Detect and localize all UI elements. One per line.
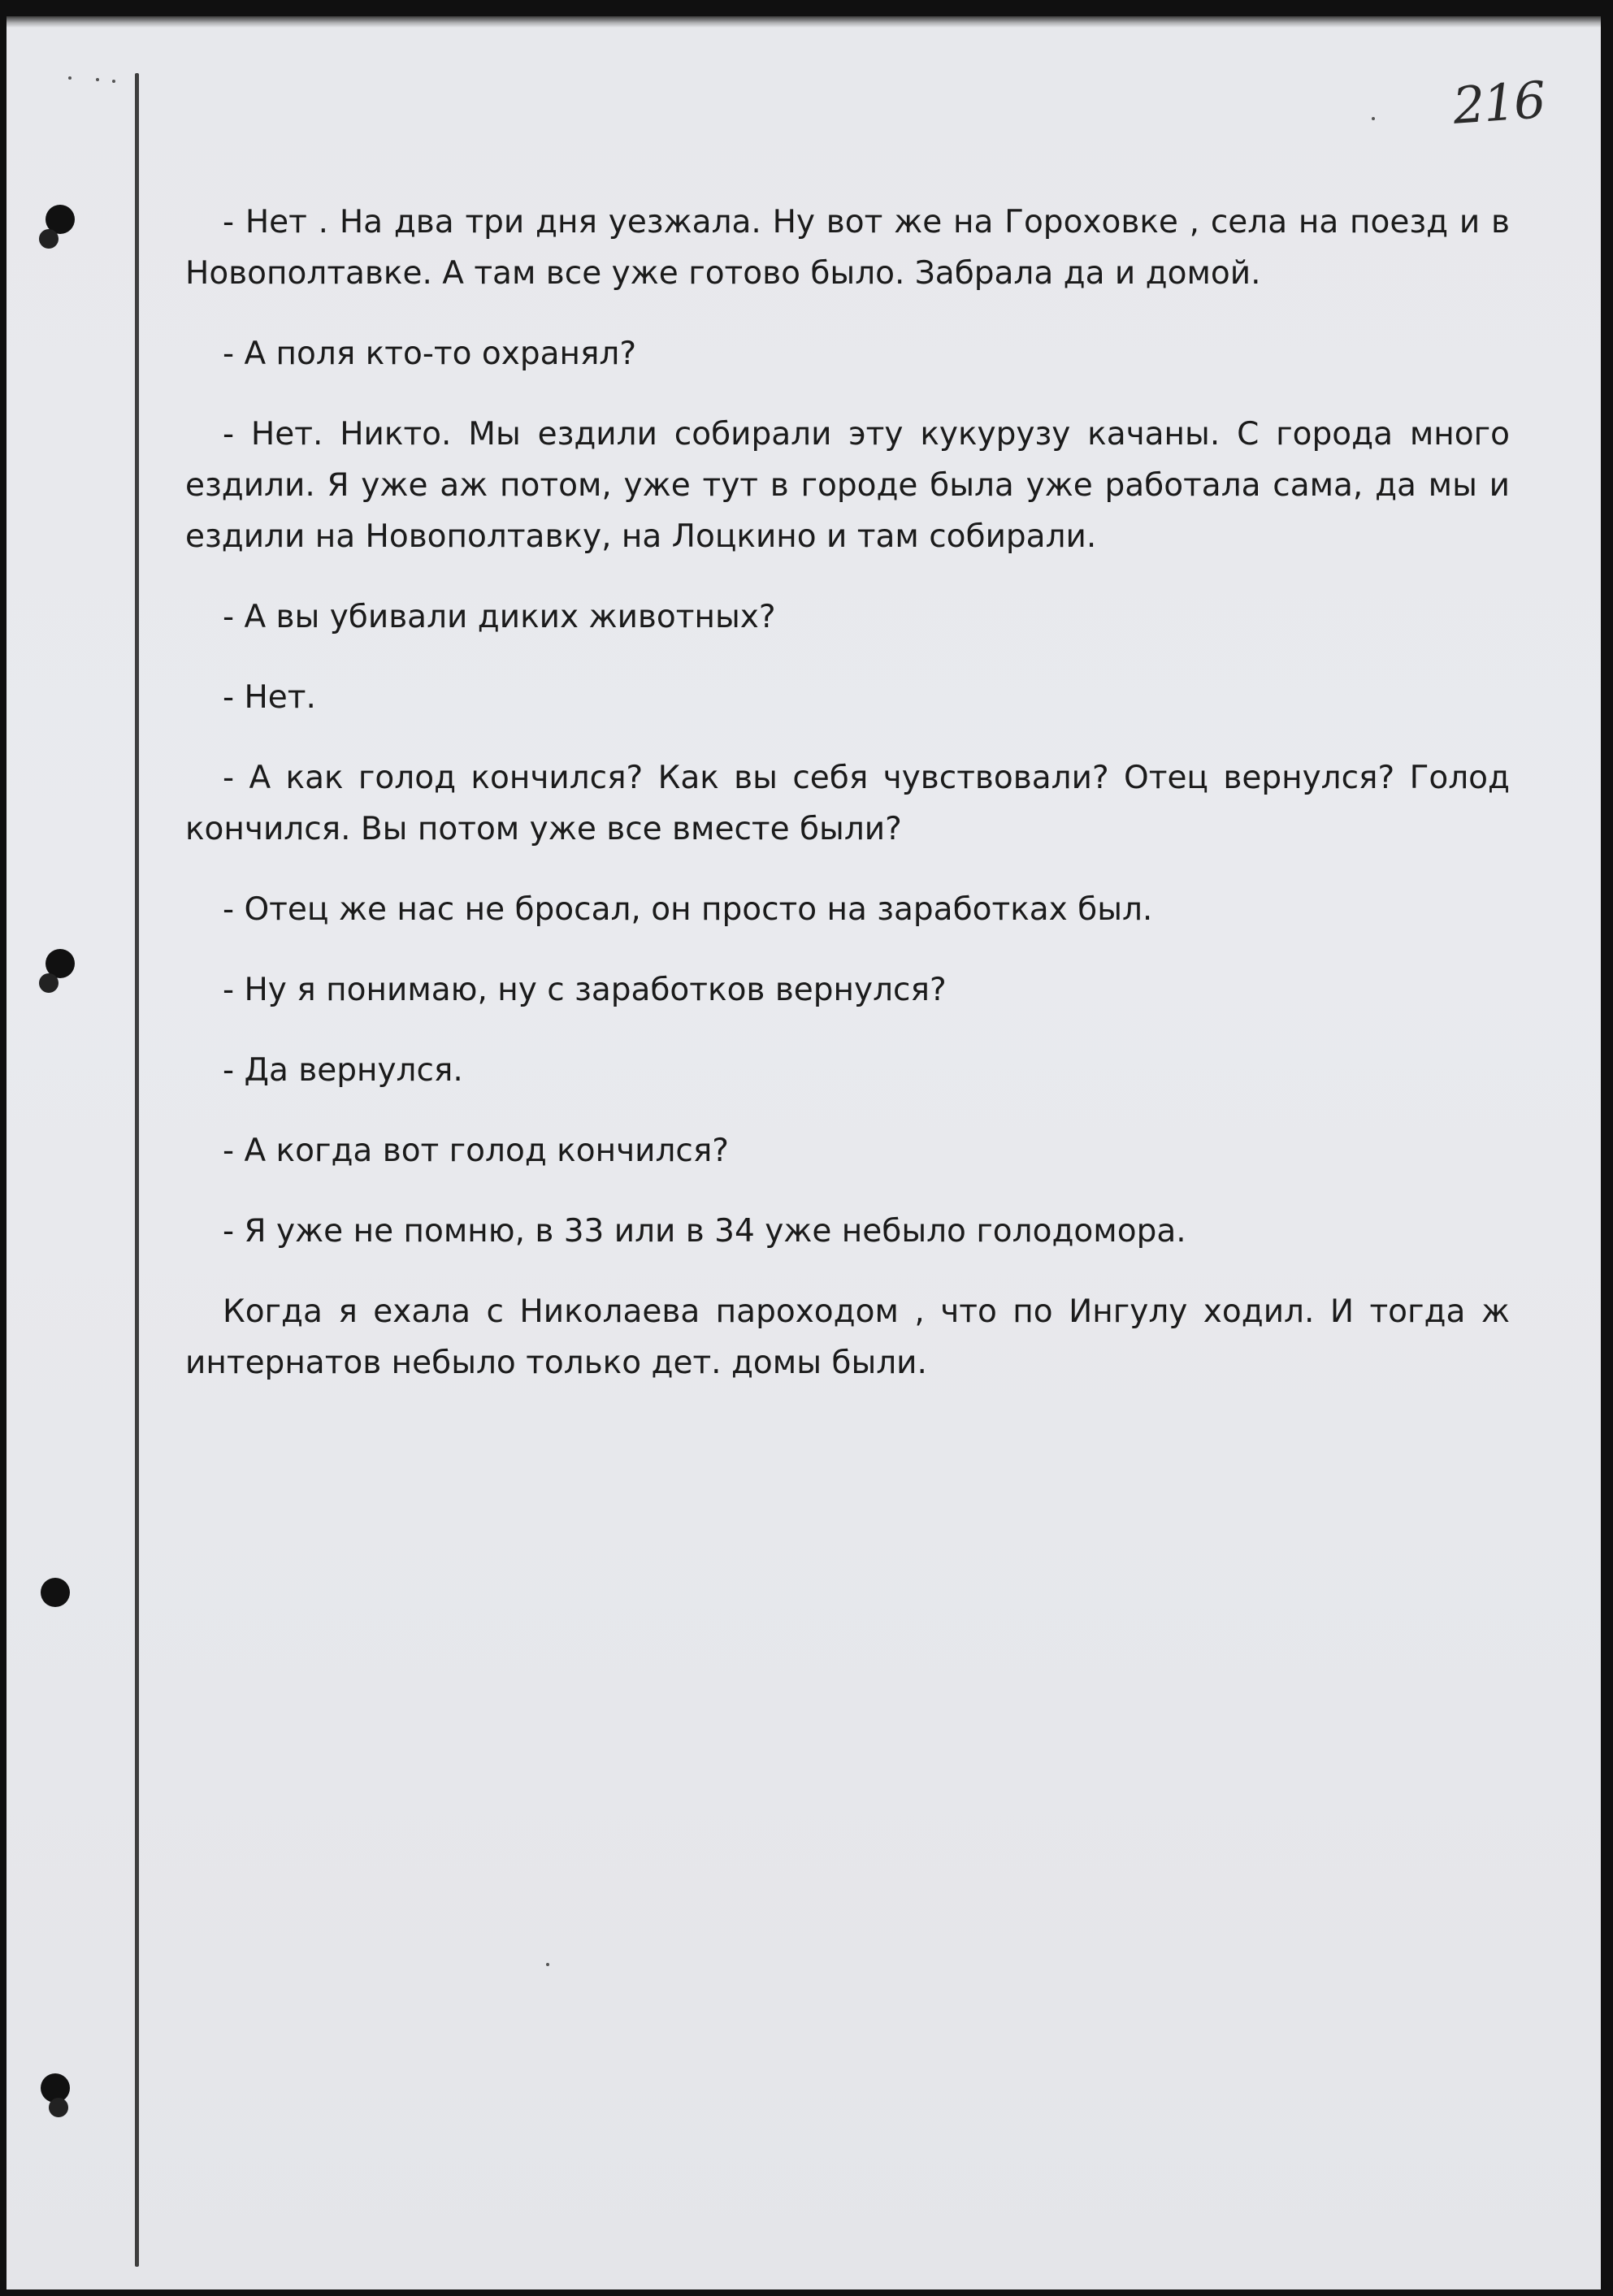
punch-hole-4-shadow <box>49 2098 68 2117</box>
paper-top-edge <box>7 16 1601 28</box>
scan-speck <box>96 78 99 81</box>
handwritten-page-number: 216 <box>1450 70 1546 136</box>
scan-speck <box>1372 117 1375 120</box>
paragraph: - Нет . На два три дня уезжала. Ну вот же на Гороховке , села на поезд и в Новополтавке. А там все уже готово было. Забрала да и домой. <box>185 204 1510 292</box>
paper-sheet <box>7 16 1601 2290</box>
paragraph: - Ну я понимаю, ну с заработков вернулся? <box>223 972 947 1008</box>
paragraph: - Нет. <box>223 679 316 716</box>
scan-speck <box>68 76 72 80</box>
punch-hole-2-shadow <box>39 973 59 993</box>
paragraph: - Нет. Никто. Мы ездили собирали эту кукурузу качаны. С города много ездили. Я уже аж потом, уже тут в городе была уже работала сама, да мы и ездили на Новополтавку, на Лоцкино и там собирали. <box>185 416 1510 555</box>
paragraph: Когда я ехала с Николаева пароходом , что по Ингулу ходил. И тогда ж интернатов небыло только дет. домы были. <box>185 1293 1510 1381</box>
paragraph: - А поля кто-то охранял? <box>223 336 637 372</box>
margin-line <box>135 73 139 2267</box>
paragraph: - А вы убивали диких животных? <box>223 599 776 635</box>
transcript-body <box>185 197 1510 1418</box>
paragraph: - А как голод кончился? Как вы себя чувствовали? Отец вернулся? Голод кончился. Вы потом уже все вместе были? <box>185 760 1510 847</box>
paragraph: - Отец же нас не бросал, он просто на заработках был. <box>223 891 1153 928</box>
paragraph: - А когда вот голод кончился? <box>223 1133 730 1169</box>
punch-hole-3 <box>41 1578 70 1607</box>
scan-speck <box>546 1963 549 1966</box>
punch-hole-1-shadow <box>39 229 59 249</box>
paragraph: - Да вернулся. <box>223 1052 463 1089</box>
scan-speck <box>112 80 115 83</box>
paragraph: - Я уже не помню, в 33 или в 34 уже небыло голодомора. <box>223 1213 1186 1250</box>
